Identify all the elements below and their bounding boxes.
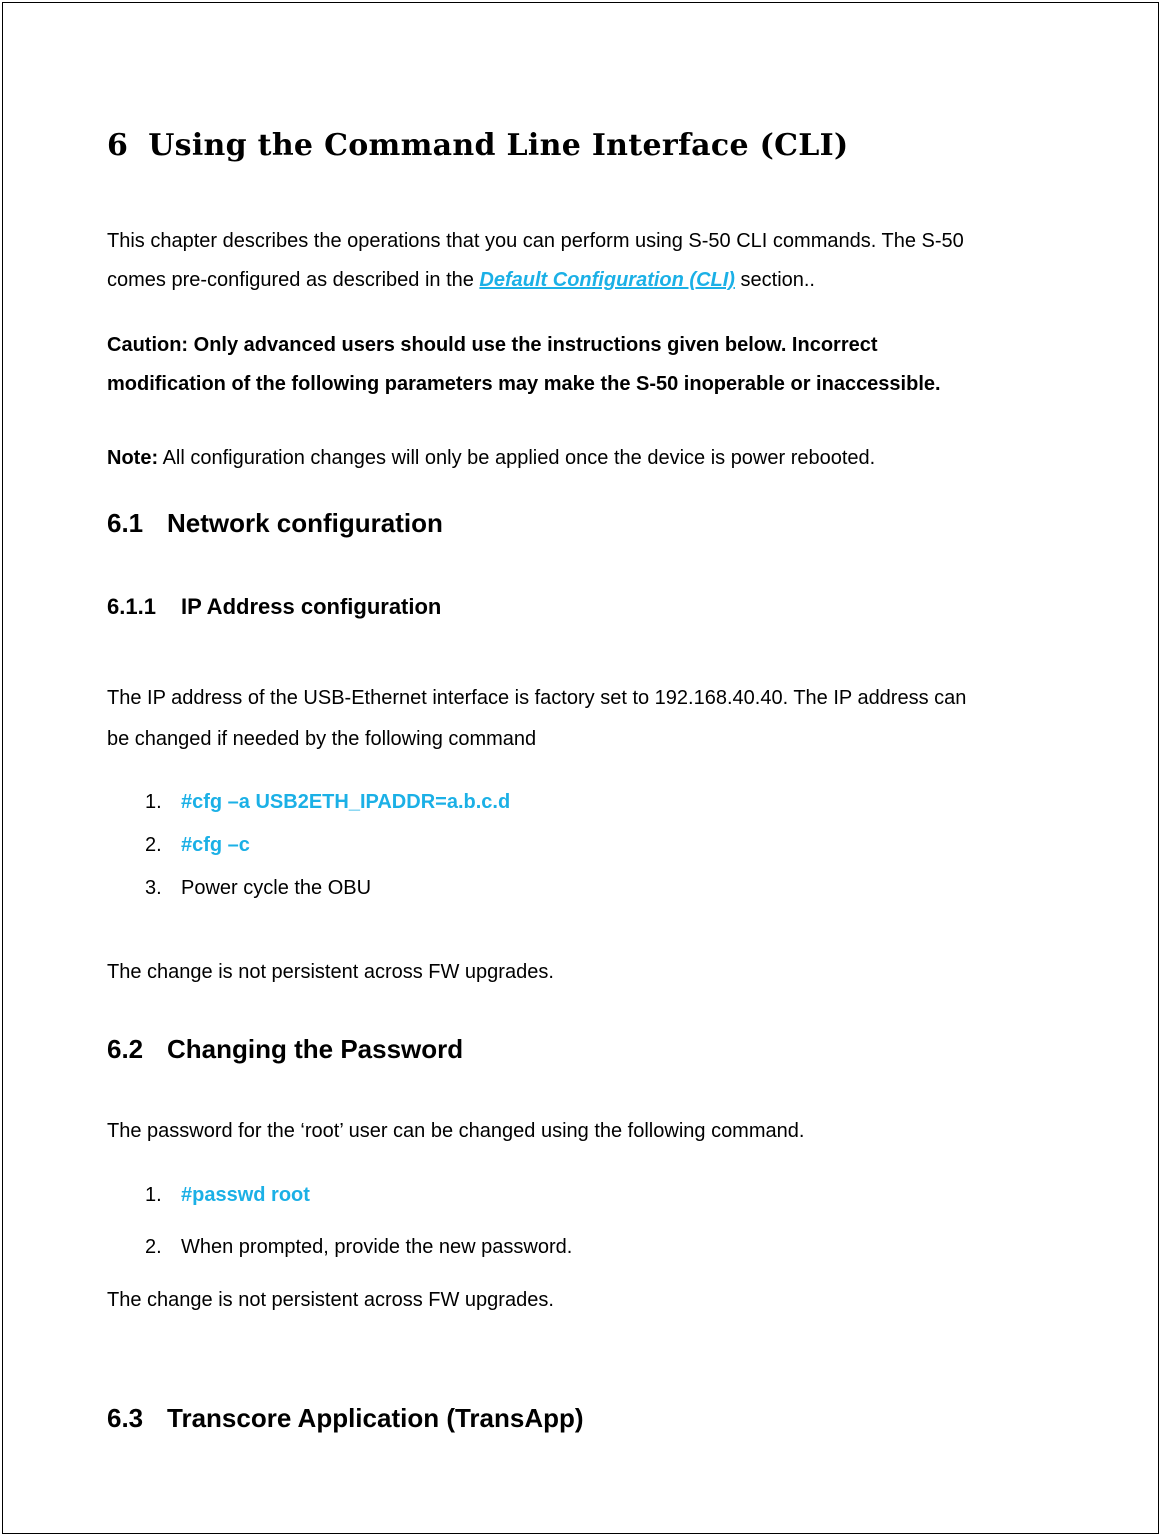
list-item-text: Power cycle the OBU — [181, 877, 372, 899]
list-item-number: 2. — [145, 1236, 162, 1258]
section-title: Changing the Password — [167, 1034, 464, 1064]
intro-line-2 — [107, 269, 815, 292]
section-number: 6.1.1 — [107, 594, 156, 619]
list-item-number: 3. — [145, 877, 162, 899]
command-passwd-root: #passwd root — [181, 1184, 310, 1206]
ip-para-line-1: The IP address of the USB-Ethernet interface is factory set to 192.168.40.40. The IP address can — [107, 687, 967, 709]
ip-footer-note: The change is not persistent across FW upgrades. — [107, 961, 554, 983]
note — [107, 447, 875, 470]
chapter-number: 6 — [107, 128, 129, 163]
section-6-2-heading — [107, 1034, 463, 1065]
intro-line-1: This chapter describes the operations that you can perform using S-50 CLI commands. The S-50 — [107, 230, 964, 252]
password-footer-note: The change is not persistent across FW upgrades. — [107, 1289, 554, 1311]
command-cfg-commit: #cfg –c — [181, 834, 250, 856]
chapter-title: Using the Command Line Interface (CLI) — [148, 128, 849, 163]
section-title: Network configuration — [167, 508, 443, 538]
list-item-text: When prompted, provide the new password. — [181, 1236, 573, 1258]
caution-line-2: modification of the following parameters may make the S-50 inoperable or inaccessible. — [107, 373, 941, 395]
command-cfg-ipaddr: #cfg –a USB2ETH_IPADDR=a.b.c.d — [181, 791, 511, 813]
section-6-3-heading — [107, 1403, 584, 1434]
intro-text-end: section.. — [734, 269, 815, 291]
note-label: Note: — [107, 447, 159, 469]
list-item-number: 2. — [145, 834, 162, 856]
default-config-link[interactable]: Default Configuration (CLI) — [479, 269, 735, 291]
section-title: IP Address configuration — [181, 594, 442, 619]
section-number: 6.3 — [107, 1403, 144, 1433]
intro-text: comes pre-configured as described in the — [107, 269, 480, 291]
list-item-number: 1. — [145, 1184, 162, 1206]
caution-line-1: Caution: Only advanced users should use the instructions given below. Incorrect — [107, 334, 878, 356]
section-title: Transcore Application (TransApp) — [167, 1403, 584, 1433]
section-number: 6.1 — [107, 508, 144, 538]
section-6-1-1-heading — [107, 594, 441, 620]
section-number: 6.2 — [107, 1034, 144, 1064]
section-6-1-heading — [107, 508, 443, 539]
note-text: All configuration changes will only be applied once the device is power rebooted. — [158, 447, 876, 469]
password-para: The password for the ‘root’ user can be changed using the following command. — [107, 1120, 805, 1142]
list-item-number: 1. — [145, 791, 162, 813]
ip-para-line-2: be changed if needed by the following command — [107, 728, 537, 750]
chapter-heading — [107, 128, 848, 163]
